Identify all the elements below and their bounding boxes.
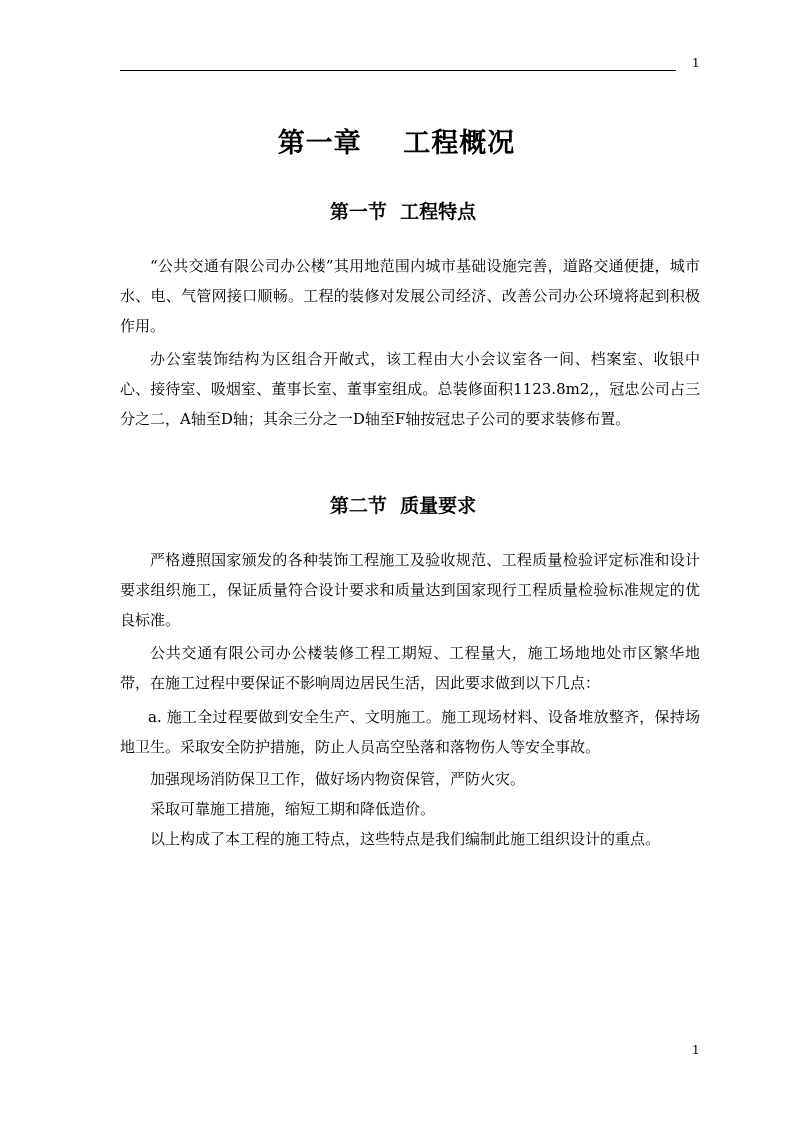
section-2-title: 第二节 质量要求 bbox=[329, 495, 477, 517]
section-2-paragraph-2: 公共交通有限公司办公楼装修工程工期短、工程量大，施工场地地处市区繁华地带，在施工过程中要保证不影响周边居民生活，因此要求做到以下几点： bbox=[120, 644, 700, 692]
section-2-paragraph-1: 严格遵照国家颁发的各种装饰工程施工及验收规范、工程质量检验评定标准和设计要求组织施工，保证质量符合设计要求和质量达到国家现行工程质量检验标准规定的优良标准。 bbox=[120, 551, 700, 629]
section-2-paragraph-fire: 加强现场消防保卫工作，做好场内物资保管，严防火灾。 bbox=[150, 770, 526, 788]
section-1-paragraph-1: “公共交通有限公司办公楼”其用地范围内城市基础设施完善，道路交通便捷，城市水、电、气管网接口顺畅。工程的装修对发展公司经济、改善公司办公环境将起到积极作用。 bbox=[120, 257, 700, 335]
header-rule bbox=[120, 70, 676, 71]
chapter-title: 第一章 工程概况 bbox=[277, 128, 516, 159]
header-page-number: 1 bbox=[692, 56, 700, 70]
section-1-title: 第一节 工程特点 bbox=[329, 201, 477, 223]
section-2-list-item-a: a. 施工全过程要做到安全生产、文明施工。施工现场材料、设备堆放整齐，保持场地卫生。采取安全防护措施，防止人员高空坠落和落物伤人等安全事故。 bbox=[120, 708, 700, 756]
section-2-paragraph-schedule: 采取可靠施工措施，缩短工期和降低造价。 bbox=[150, 800, 436, 818]
section-2-paragraph-summary: 以上构成了本工程的施工特点，这些特点是我们编制此施工组织设计的重点。 bbox=[150, 830, 661, 848]
section-1-paragraph-2: 办公室装饰结构为区组合开敞式，该工程由大小会议室各一间、档案室、收银中心、接待室、吸烟室、董事长室、董事室组成。总装修面积1123.8m2,，冠忠公司占三分之二，A轴至D轴；其余三分之一D轴至F轴按冠忠子公司的要求装修布置。 bbox=[120, 350, 700, 428]
footer-page-number: 1 bbox=[692, 1043, 700, 1057]
